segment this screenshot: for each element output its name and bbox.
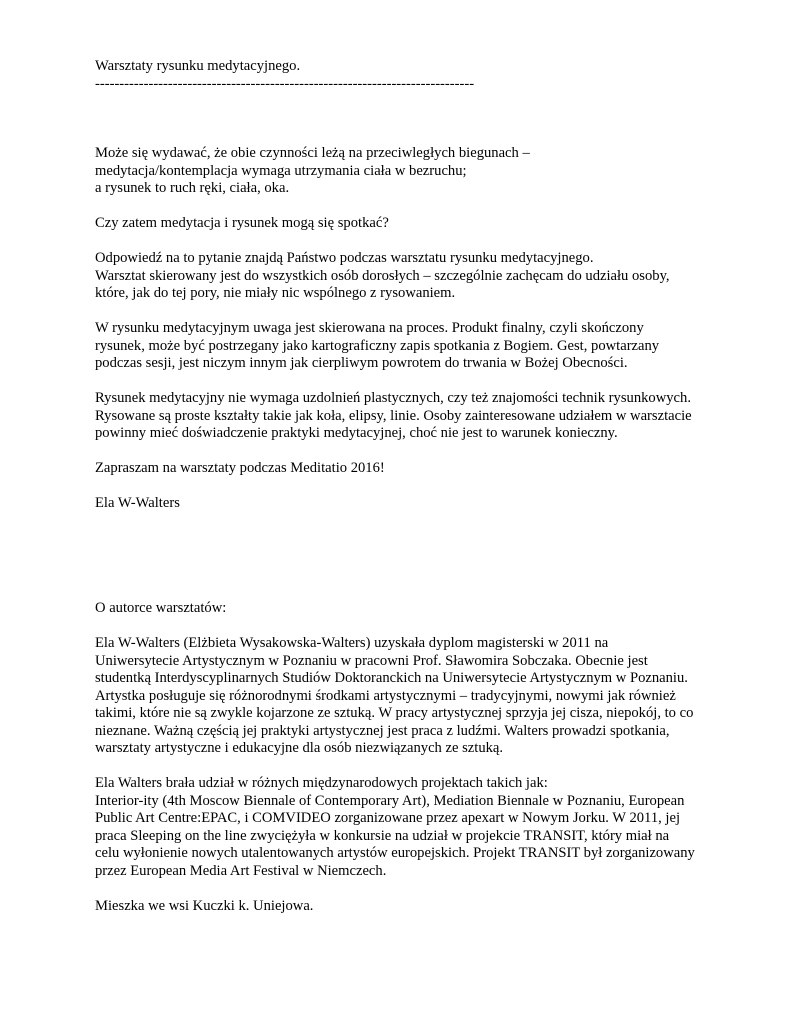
text-line: Warsztat skierowany jest do wszystkich osób dorosłych – szczególnie zachęcam do udziału osoby, xyxy=(95,267,670,284)
text-line: praca Sleeping on the line zwyciężyła w konkursie na udział w projekcie TRANSIT, który miał na xyxy=(95,827,670,844)
document-title: Warsztaty rysunku medytacyjnego. xyxy=(95,58,301,74)
process-paragraph xyxy=(95,320,735,373)
text-line: Mieszka we wsi Kuczki k. Uniejowa. xyxy=(95,897,314,914)
text-line: Interior-ity (4th Moscow Biennale of Contemporary Art), Mediation Biennale w Poznaniu, European xyxy=(95,792,685,809)
requirements-paragraph xyxy=(95,390,735,443)
text-line: studentką Interdyscyplinarnych Studiów Doktoranckich na Uniwersytecie Artystycznym w Poznaniu. xyxy=(95,670,688,686)
question-paragraph xyxy=(95,215,735,233)
text-line: Public Art Centre:EPAC, i COMVIDEO zorganizowane przez apexart w Nowym Jorku. W 2011, jej xyxy=(95,810,680,826)
text-line: Rysunek medytacyjny nie wymaga uzdolnień plastycznych, czy też znajomości technik rysunkowych. xyxy=(95,390,691,406)
invitation-paragraph xyxy=(95,460,735,478)
author-name: Ela W-Walters xyxy=(95,495,180,511)
text-line: medytacja/kontemplacja wymaga utrzymania ciała w bezruchu; xyxy=(95,162,467,179)
text-line: Ela Walters brała udział w różnych międzynarodowych projektach takich jak: xyxy=(95,775,548,791)
document-page xyxy=(95,58,735,933)
section-heading: O autorce warsztatów: xyxy=(95,600,227,616)
text-line: przez European Media Art Festival w Niemczech. xyxy=(95,862,387,879)
signature xyxy=(95,495,735,513)
residence-paragraph xyxy=(95,898,735,916)
text-line: Ela W-Walters (Elżbieta Wysakowska-Walters) uzyskała dyplom magisterski w 2011 na xyxy=(95,635,609,651)
text-line: Artystka posługuje się różnorodnymi środkami artystycznymi – tradycyjnymi, nowymi jak również xyxy=(95,687,676,704)
text-line: powinny mieć doświadczenie praktyki medytacyjnej, choć nie jest to warunek konieczny. xyxy=(95,425,618,441)
text-line: Rysowane są proste kształty takie jak koła, elipsy, linie. Osoby zainteresowane udziałem w warsztacie xyxy=(95,407,692,424)
title-divider: ------------------------------------------------------------------------------ xyxy=(95,75,475,92)
text-line: W rysunku medytacyjnym uwaga jest skierowana na proces. Produkt finalny, czyli skończony xyxy=(95,320,644,336)
text-line: podczas sesji, jest niczym innym jak cierpliwym powrotem do trwania w Bożej Obecności. xyxy=(95,355,628,371)
text-line: takimi, które nie są zwykle kojarzone ze sztuką. W pracy artystycznej sprzyja jej cisza, niepokój, to co xyxy=(95,705,694,721)
text-line: warsztaty artystyczne i edukacyjne dla osób niezwiązanych ze sztuką. xyxy=(95,740,504,756)
bio-paragraph xyxy=(95,635,735,758)
text-line: Uniwersytecie Artystycznym w Poznaniu w pracowni Prof. Sławomira Sobczaka. Obecnie jest xyxy=(95,652,648,669)
text-line: Czy zatem medytacja i rysunek mogą się spotkać? xyxy=(95,215,389,231)
text-line: Może się wydawać, że obie czynności leżą na przeciwległych biegunach – xyxy=(95,145,530,161)
projects-paragraph xyxy=(95,775,735,880)
text-line: Odpowiedź na to pytanie znajdą Państwo podczas warsztatu rysunku medytacyjnego. xyxy=(95,250,594,266)
spacer xyxy=(95,93,735,145)
text-line: a rysunek to ruch ręki, ciała, oka. xyxy=(95,180,290,196)
text-line: rysunek, może być postrzegany jako kartograficzny zapis spotkania z Bogiem. Gest, powtarzany xyxy=(95,337,660,354)
about-heading xyxy=(95,600,735,618)
intro-paragraph xyxy=(95,145,735,198)
spacer xyxy=(95,530,735,600)
answer-paragraph xyxy=(95,250,735,303)
text-line: celu wyłonienie nowych utalentowanych artystów europejskich. Projekt TRANSIT był zorganizowany xyxy=(95,845,695,861)
text-line: które, jak do tej pory, nie miały nic wspólnego z rysowaniem. xyxy=(95,285,456,301)
text-line: nieznane. Ważną częścią jej praktyki artystycznej jest praca z ludźmi. Walters prowadzi spotkania, xyxy=(95,722,670,739)
text-line: Zapraszam na warsztaty podczas Meditatio 2016! xyxy=(95,460,385,476)
